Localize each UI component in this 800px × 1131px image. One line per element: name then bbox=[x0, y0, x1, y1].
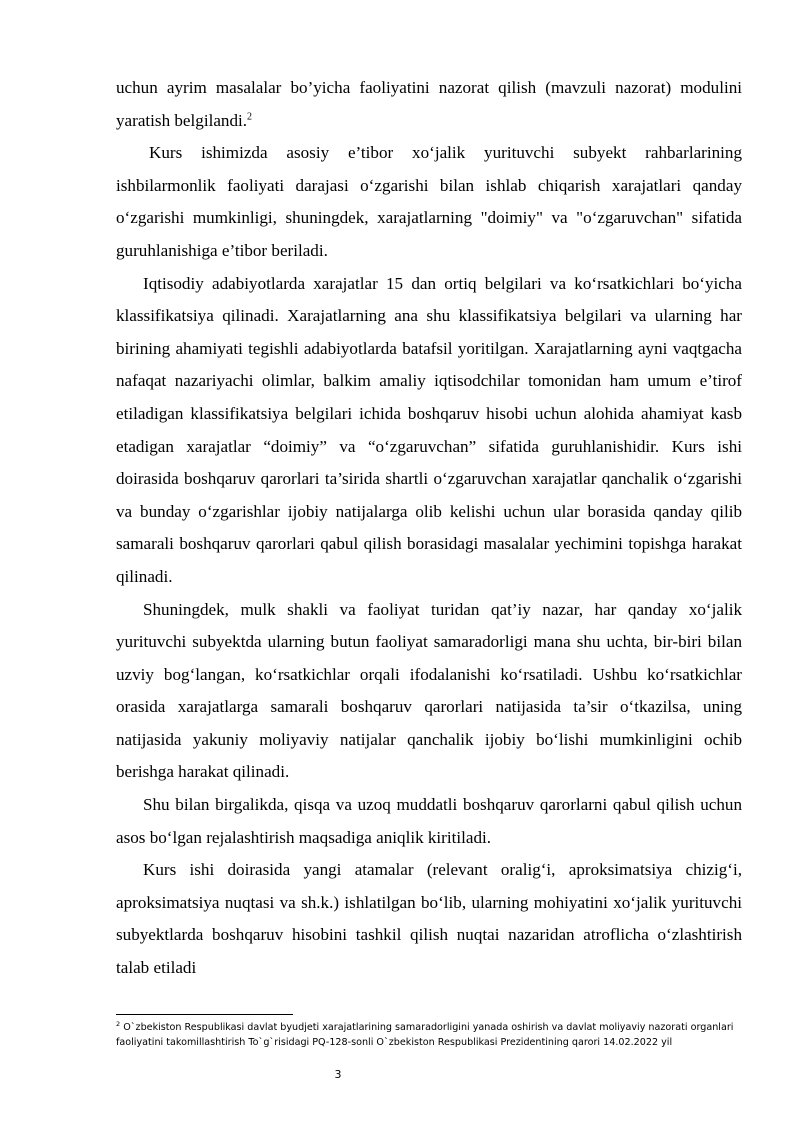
page-number: 3 bbox=[334, 1068, 342, 1081]
paragraph-intro-continuation bbox=[116, 72, 742, 137]
paragraph-new-terms: Kurs ishi doirasida yangi atamalar (relevant oralig‘i, aproksimatsiya chizig‘i, aproksimatsiya nuqtasi va sh.k.) ishlatilgan bo‘lib, ularning mohiyatini xo‘jalik yurituvchi subyektlarda boshqaruv hisobini tashkil qilish nuqtai nazaridan atroflicha o‘zlashtirish talab etiladi bbox=[116, 860, 742, 978]
paragraph-text: uchun ayrim masalalar bo’yicha faoliyatini nazorat qilish (mavzuli nazorat) modulini yaratish belgilandi. bbox=[116, 78, 742, 130]
paragraph-course-focus: Kurs ishimizda asosiy e’tibor xo‘jalik yurituvchi subyekt rahbarlarining ishbilarmonlik faoliyati darajasi o‘zgarishi bilan ishlab chiqarish xarajatlari qanday o‘zgarishi mumkinligi, shuningdek, xarajatlarning "doimiy" va "o‘zgaruvchan" sifatida guruhlanishiga e’tibor beriladi. bbox=[116, 143, 742, 260]
document-body bbox=[116, 72, 742, 985]
paragraph-planning: Shu bilan birgalikda, qisqa va uzoq muddatli boshqaruv qarorlarni qabul qilish uchun asos bo‘lgan rejalashtirish maqsadiga aniqlik kiritiladi. bbox=[116, 795, 742, 847]
footnote-marker: 2 bbox=[116, 1019, 121, 1028]
paragraph-performance-indicators: Shuningdek, mulk shakli va faoliyat turidan qat’iy nazar, har qanday xo‘jalik yurituvchi subyektda ularning butun faoliyat samaradorligi mana shu uchta, bir-biri bilan uzviy bog‘langan, ko‘rsatkichlar orqali ifodalanishi ko‘rsatiladi. Ushbu ko‘rsatkichlar orasida xarajatlarga samarali boshqaruv qarorlari natijasida ta’sir o‘tkazilsa, uning natijasida yakuniy moliyaviy natijalar qanchalik ijobiy bo‘lishi mumkinligini ochib berishga harakat qilinadi. bbox=[116, 599, 742, 782]
footnote-reference[interactable]: 2 bbox=[247, 110, 253, 122]
footnote bbox=[116, 1020, 742, 1050]
paragraph-cost-classification: Iqtisodiy adabiyotlarda xarajatlar 15 dan ortiq belgilari va ko‘rsatkichlari bo‘yicha klassifikatsiya qilinadi. Xarajatlarning ana shu klassifikatsiya belgilari va ularning har birining ahamiyati tegishli adabiyotlarda batafsil yoritilgan. Xarajatlarning ayni vaqtgacha nafaqat nazariyachi olimlar, balkim amaliy iqtisodchilar tomonidan ham umum e’tirof etiladigan klassifikatsiya belgilari ichida boshqaruv hisobi uchun alohida ahamiyat kasb etadigan xarajatlar “doimiy” va “o‘zgaruvchan” sifatida guruhlanishidir. Kurs ishi doirasida boshqaruv qarorlari ta’sirida shartli o‘zgaruvchan xarajatlar qanchalik o‘zgarishi va bunday o‘zgarishlar ijobiy natijalarga olib kelishi uchun ular borasida qanday qilib samarali boshqaruv qarorlari qabul qilish borasidagi masalalar yechimini topishga harakat qilinadi. bbox=[116, 273, 742, 586]
footnote-text: O`zbekiston Respublikasi davlat byudjeti xarajatlarining samaradorligini yanada oshirish va davlat moliyaviy nazorati organlari faoliyatini takomillashtirish To`g`risidagi PQ-128-sonli O`zbekiston Respublikasi Prezidentining qarori 14.02.2022 yil bbox=[116, 1022, 734, 1048]
footnote-divider bbox=[116, 1014, 293, 1015]
